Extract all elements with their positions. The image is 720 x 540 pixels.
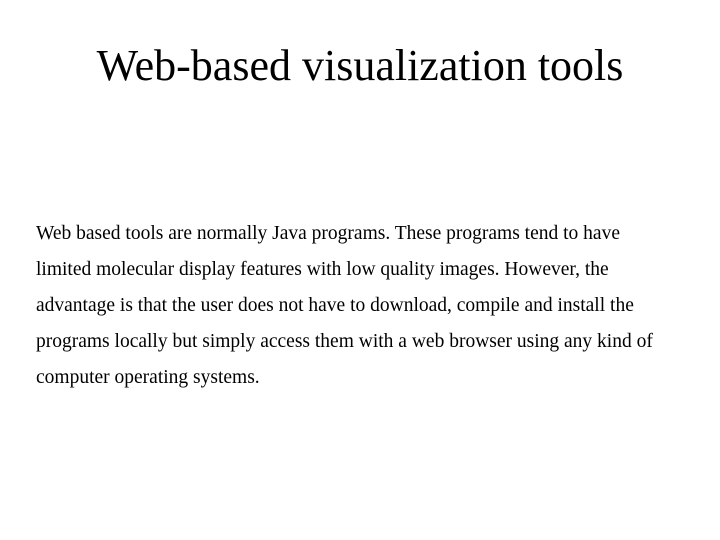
body-line: advantage is that the user does not have to download, compile and install the — [36, 295, 634, 316]
slide-body-paragraph — [36, 216, 686, 396]
body-line: limited molecular display features with low quality images. However, the — [36, 259, 609, 280]
body-line: Web based tools are normally Java programs. These programs tend to have — [36, 223, 620, 244]
slide-title: Web-based visualization tools — [96, 41, 624, 90]
body-line: computer operating systems. — [36, 367, 260, 388]
body-line: programs locally but simply access them with a web browser using any kind of — [36, 331, 653, 352]
